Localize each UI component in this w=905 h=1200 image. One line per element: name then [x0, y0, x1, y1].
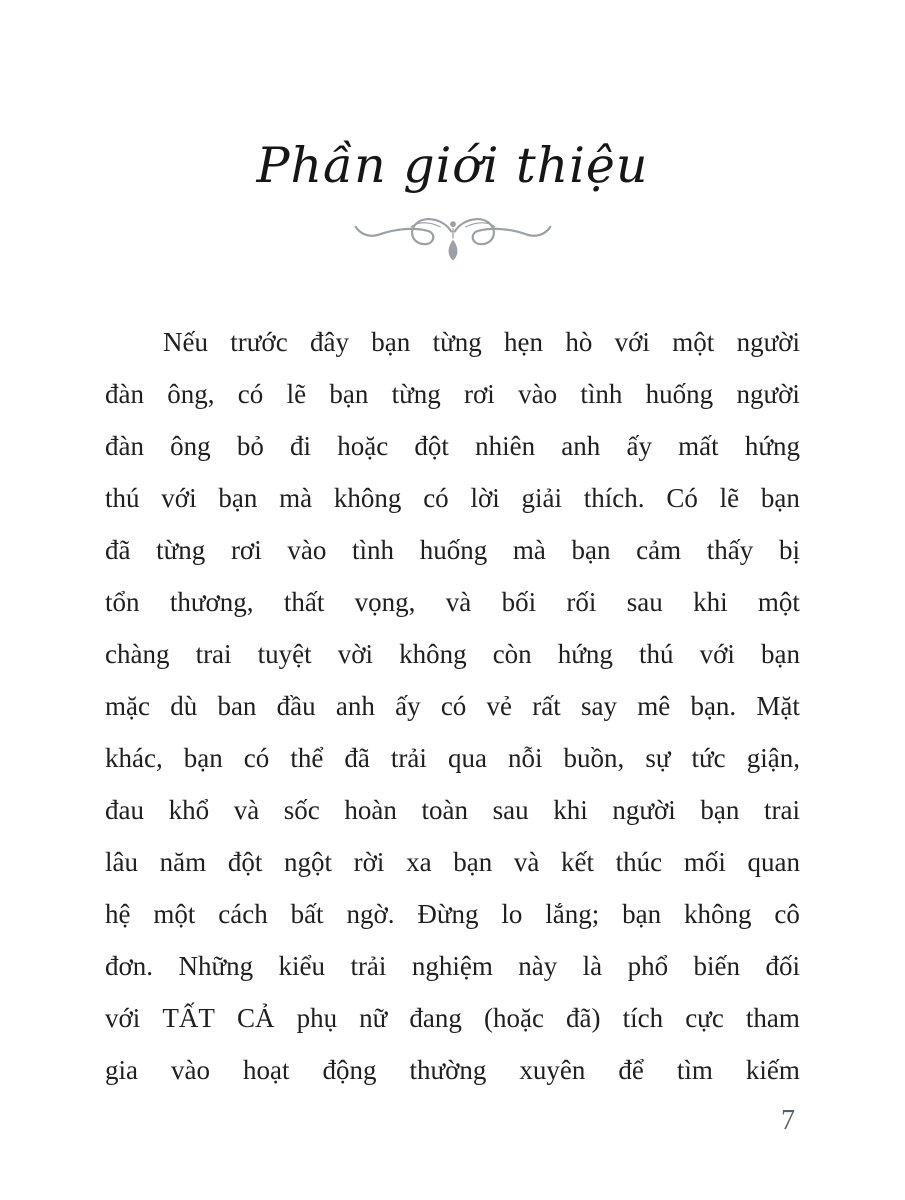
body-line: đàn ông, có lẽ bạn từng rơi vào tình huống người	[105, 379, 800, 409]
body-line: mặc dù ban đầu anh ấy có vẻ rất say mê bạn. Mặt	[105, 691, 800, 721]
body-line: hệ một cách bất ngờ. Đừng lo lắng; bạn không cô	[105, 899, 800, 929]
body-line: chàng trai tuyệt vời không còn hứng thú với bạn	[105, 639, 800, 669]
body-line: thú với bạn mà không có lời giải thích. Có lẽ bạn	[105, 483, 800, 513]
body-line: đã từng rơi vào tình huống mà bạn cảm thấy bị	[105, 535, 800, 565]
ornament-container	[0, 204, 905, 273]
body-text	[105, 316, 800, 1096]
flourish-ornament	[353, 204, 553, 268]
body-line: lâu năm đột ngột rời xa bạn và kết thúc mối quan	[105, 847, 800, 877]
body-line: khác, bạn có thể đã trải qua nỗi buồn, sự tức giận,	[105, 743, 800, 773]
body-line: đàn ông bỏ đi hoặc đột nhiên anh ấy mất hứng	[105, 431, 800, 461]
body-line: đau khổ và sốc hoàn toàn sau khi người bạn trai	[105, 795, 800, 825]
body-line: tổn thương, thất vọng, và bối rối sau khi một	[105, 587, 800, 617]
body-line: gia vào hoạt động thường xuyên để tìm kiếm	[105, 1055, 800, 1085]
page-number: 7	[781, 1105, 795, 1136]
body-line: với TẤT CẢ phụ nữ đang (hoặc đã) tích cực tham	[105, 1003, 800, 1033]
body-line: đơn. Những kiểu trải nghiệm này là phổ biến đối	[105, 951, 800, 981]
body-line: Nếu trước đây bạn từng hẹn hò với một người	[163, 327, 800, 357]
chapter-title: Phần giới thiệu	[256, 137, 649, 194]
